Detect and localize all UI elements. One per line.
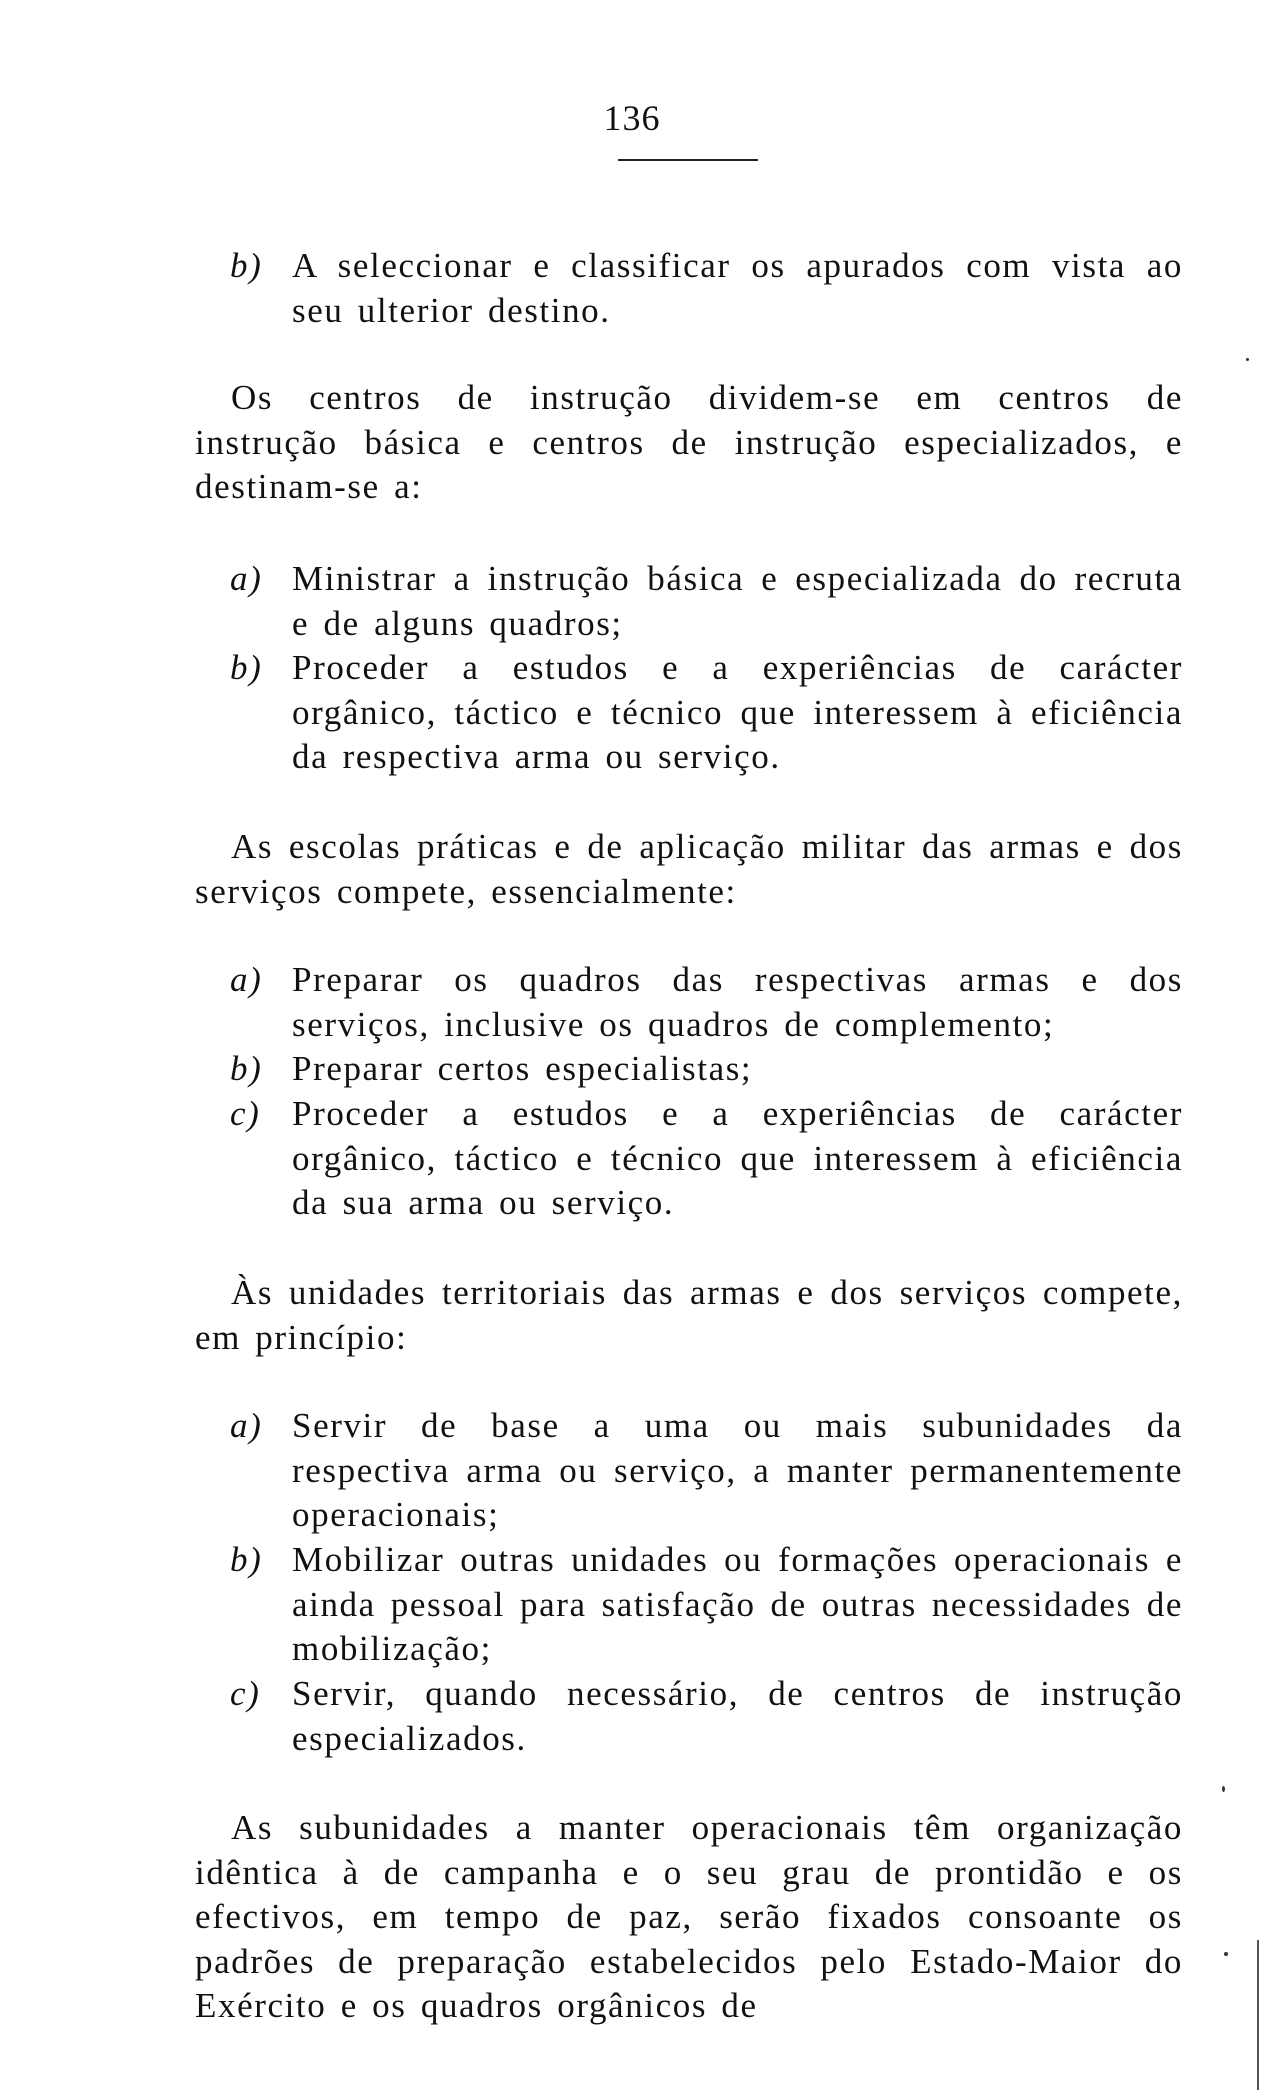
paragraph — [195, 1271, 1183, 1360]
list-item — [230, 1092, 1183, 1226]
list-item — [230, 557, 1183, 646]
list-marker: c) — [230, 1094, 261, 1133]
list-marker: a) — [230, 559, 263, 598]
list-item-text: Proceder a estudos e a experiências de carácter orgânico, táctico e técnico que interessem à eficiência da respectiva arma ou serviço. — [292, 648, 1183, 776]
scan-edge-line — [1257, 1940, 1259, 2090]
paragraph — [195, 1806, 1183, 2029]
scan-speck — [1246, 358, 1249, 361]
scan-speck — [1222, 1786, 1225, 1792]
list-marker: b) — [230, 1049, 263, 1088]
list-marker: b) — [230, 246, 263, 285]
list-item-text: Proceder a estudos e a experiências de carácter orgânico, táctico e técnico que interessem à eficiência da sua arma ou serviço. — [292, 1094, 1183, 1222]
list-item-text: Mobilizar outras unidades ou formações operacionais e ainda pessoal para satisfação de outras necessidades de mobilização; — [292, 1540, 1183, 1668]
list-item — [230, 958, 1183, 1047]
paragraph-text: As escolas práticas e de aplicação militar das armas e dos serviços compete, essencialmente: — [195, 827, 1183, 911]
list-item-text: A seleccionar e classificar os apurados com vista ao seu ulterior destino. — [292, 246, 1183, 330]
paragraph-text: As subunidades a manter operacionais têm organização idêntica à de campanha e o seu grau de prontidão e os efectivos, em tempo de paz, serão fixados consoante os padrões de preparação estabelecidos pelo Estado-Maior do Exército e os quadros orgânicos de — [195, 1808, 1183, 2025]
page-number: 136 — [603, 98, 661, 138]
list-item — [230, 244, 1183, 333]
list-item — [230, 646, 1183, 780]
paragraph — [195, 825, 1183, 914]
paragraph-text: Às unidades territoriais das armas e dos serviços compete, em princípio: — [195, 1273, 1183, 1357]
list-item-text: Servir de base a uma ou mais subunidades da respectiva arma ou serviço, a manter permanentemente operacionais; — [292, 1406, 1183, 1534]
page-number-rule — [618, 159, 758, 161]
list-item-text: Preparar os quadros das respectivas armas e dos serviços, inclusive os quadros de complemento; — [292, 960, 1183, 1044]
list-marker: b) — [230, 1540, 263, 1579]
list-marker: a) — [230, 960, 263, 999]
list-marker: c) — [230, 1674, 261, 1713]
list-item-text: Preparar certos especialistas; — [292, 1049, 753, 1088]
list-item — [230, 1047, 1183, 1092]
list-marker: a) — [230, 1406, 263, 1445]
list-item-text: Servir, quando necessário, de centros de instrução especializados. — [292, 1674, 1183, 1758]
paragraph — [195, 376, 1183, 510]
list-item — [230, 1672, 1183, 1761]
list-item — [230, 1538, 1183, 1672]
scan-speck — [1224, 1952, 1228, 1956]
paragraph-text: Os centros de instrução dividem-se em centros de instrução básica e centros de instrução especializados, e destinam-se a: — [195, 378, 1183, 506]
list-marker: b) — [230, 648, 263, 687]
list-item-text: Ministrar a instrução básica e especializada do recruta e de alguns quadros; — [292, 559, 1183, 643]
list-item — [230, 1404, 1183, 1538]
